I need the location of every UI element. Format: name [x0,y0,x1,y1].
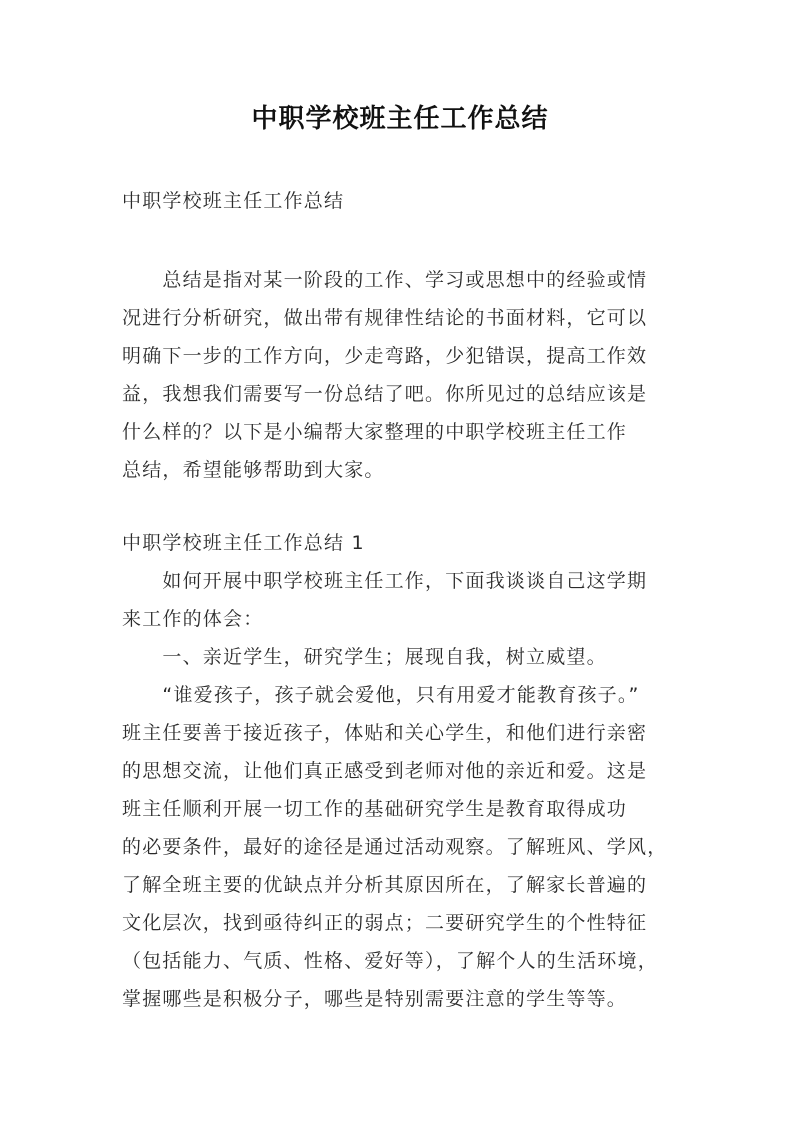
section-1 [122,524,682,1018]
paragraph-line: 班主任顺利开展一切工作的基础研究学生是教育取得成功 [122,798,628,820]
paragraph-line: 总结是指对某一阶段的工作、学习或思想中的经验或情 [122,269,648,291]
paragraph-line: 什么样的？以下是小编帮大家整理的中职学校班主任工作 [122,421,628,443]
paragraph-line: 益，我想我们需要写一份总结了吧。你所见过的总结应该是 [122,383,648,405]
paragraph-line: 班主任要善于接近孩子，体贴和关心学生，和他们进行亲密 [122,722,648,744]
paragraph-line: 明确下一步的工作方向，少走弯路，少犯错误，提高工作效 [122,345,648,367]
paragraph-line: 的必要条件，最好的途径是通过活动观察。了解班风、学风， [122,836,668,858]
paragraph-line: 了解全班主要的优缺点并分析其原因所在，了解家长普遍的 [122,874,648,896]
paragraph-line: 如何开展中职学校班主任工作，下面我谈谈自己这学期 [122,570,648,592]
paragraph-line: 总结，希望能够帮助到大家。 [122,459,385,481]
paragraph-line: “谁爱孩子，孩子就会爱他，只有用爱才能教育孩子。” [122,684,640,706]
paragraph-line: 来工作的体会： [122,608,264,630]
document-subtitle: 中职学校班主任工作总结 [122,190,345,212]
paragraph-line: 掌握哪些是积极分子，哪些是特别需要注意的学生等等。 [122,988,628,1010]
intro-paragraph [122,261,682,489]
paragraph-line: 的思想交流，让他们真正感受到老师对他的亲近和爱。这是 [122,760,648,782]
paragraph-line: 一、亲近学生，研究学生；展现自我，树立威望。 [122,646,607,668]
paragraph-line: 文化层次，找到亟待纠正的弱点；二要研究学生的个性特征 [122,912,648,934]
paragraph-line: 况进行分析研究，做出带有规律性结论的书面材料，它可以 [122,307,648,329]
section-heading: 中职学校班主任工作总结 1 [122,532,365,554]
paragraph-line: （包括能力、气质、性格、爱好等），了解个人的生活环境， [122,950,658,972]
page-title: 中职学校班主任工作总结 [251,104,549,134]
